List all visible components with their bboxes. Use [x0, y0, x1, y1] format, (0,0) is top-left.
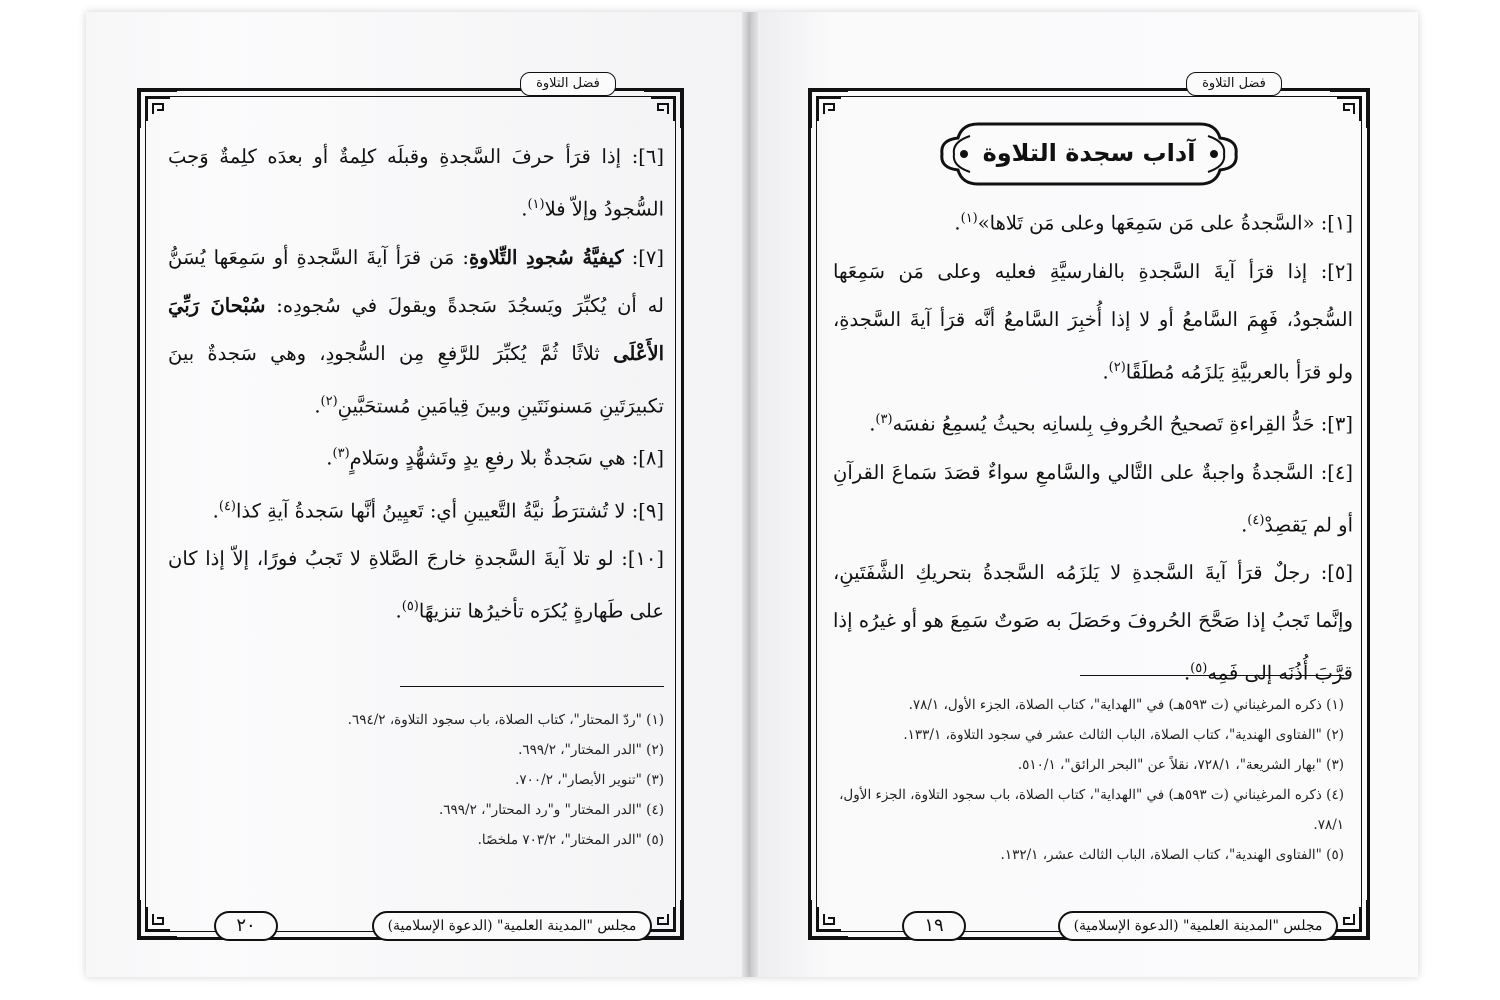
paragraph-end: . — [1241, 513, 1248, 536]
paragraph-text: [٩]: لا تُشترَطُ نيَّةُ التَّعيينِ أي: تَعيِينُ أنَّها سَجدةُ آيةِ كذا — [236, 499, 664, 522]
right-page-body — [833, 195, 1353, 698]
paragraph-text: [٢]: إذا قرَأ آيةَ السَّجدةِ بالفارسيَّةِ فعليه وعلى مَن سَمِعَها السُّجودُ، فَهِمَ السَّامعُ أو لا إذا أُخبِرَ السَّامعُ أنَّه قرَأ آيةَ السَّجدةِ، ولو قرَأ بالعربيَّةِ يَلزَمُه مُطلَقًا — [833, 259, 1353, 383]
page-number: ١٩ — [902, 911, 966, 941]
footnote-mark: (٣) — [875, 412, 893, 427]
paragraph-text: [٤]: السَّجدةُ واجبةٌ على التَّالي والسَّامعِ سواءٌ قصَدَ سَماعَ القرآنِ أو لم يَقصِدْ — [833, 460, 1353, 536]
paragraph-end: . — [954, 211, 961, 235]
corner-ornament-icon — [642, 88, 684, 130]
footnote-mark: (٢) — [320, 393, 338, 409]
footnote: (١) "ردّ المحتار"، كتاب الصلاة، باب سجود التلاوة، ٦٩٤/٢. — [347, 712, 664, 728]
corner-ornament-icon — [808, 88, 850, 130]
tasbih-phrase: سُبْحانَ رَبِّيَ الأَعْلَى — [168, 293, 665, 365]
footnote: (٤) "الدر المختار" و"رد المحتار"، ٦٩٩/٢. — [438, 802, 664, 818]
paragraph-end: . — [314, 394, 321, 417]
page-number: ٢٠ — [214, 911, 278, 941]
footnote: (١) ذكره المرغيناني (ت ٥٩٣هـ) في "الهداية"، كتاب الصلاة، الجزء الأول، ٧٨/١. — [908, 697, 1344, 713]
paragraph — [833, 449, 1353, 550]
paragraph-text: [١]: «السَّجدةُ على مَن سَمِعَها وعلى مَن تَلاها» — [977, 211, 1353, 235]
footnote-divider — [1080, 675, 1344, 676]
paragraph — [833, 195, 1353, 248]
footnote-divider — [400, 686, 664, 687]
corner-ornament-icon — [137, 88, 179, 130]
footnote-mark: (١) — [527, 197, 545, 212]
corner-ornament-icon — [808, 898, 850, 940]
paragraph-text: : مَن قرَأ آيةَ السَّجدةِ أو سَمِعَها يُسَنُّ له أن يُكبِّرَ ويَسجُدَ سَجدةً ويقولَ في سُجودِه: — [168, 245, 664, 317]
footnote: (٢) "الفتاوى الهندية"، كتاب الصلاة، الباب الثالث عشر في سجود التلاوة، ١٣٣/١. — [903, 727, 1344, 743]
footnote: (٣) "تنوير الأبصار"، ٧٠٠/٢. — [515, 772, 664, 788]
paragraph-text: [١٠]: لو تلا آيةَ السَّجدةِ خارجَ الصَّلاةِ لا تَجبُ فورًا، إلاّ إذا كان على طَهارةٍ يُكرَه تأخيرُها تنزيهًا — [168, 547, 664, 623]
footnotes — [832, 690, 1344, 870]
footnote-mark: (٤) — [1247, 512, 1265, 528]
running-header: فضل التلاوة — [1186, 72, 1282, 96]
paragraph-end: . — [1102, 360, 1109, 383]
paragraph — [168, 535, 664, 636]
footnote: (٥) "الدر المختار"، ٧٠٣/٢ ملخصًا. — [477, 832, 664, 848]
footnote: (٣) "بهار الشريعة"، ٧٢٨/١، نقلاً عن "البحر الرائق"، ٥١٠/١. — [1017, 757, 1344, 773]
footnote-mark: (٥) — [1190, 661, 1208, 676]
footnote-mark: (١) — [960, 211, 978, 226]
corner-ornament-icon — [137, 898, 179, 940]
publisher-footer: مجلس "المدينة العلمية" (الدعوة الإسلامية) — [1058, 911, 1338, 941]
corner-ornament-icon — [1328, 88, 1370, 130]
paragraph — [833, 396, 1353, 449]
footnote: (٥) "الفتاوى الهندية"، كتاب الصلاة، الباب الثالث عشر، ١٣٢/١. — [1000, 847, 1344, 863]
paragraph — [833, 248, 1353, 397]
footnote-mark: (٤) — [218, 498, 236, 514]
footnote-mark: (٢) — [1108, 359, 1126, 375]
paragraph-end: . — [521, 197, 528, 221]
running-header: فضل التلاوة — [520, 72, 616, 96]
paragraph — [168, 133, 664, 234]
paragraph-text: [٨]: هي سَجدةٌ بلا رفعِ يدٍ وتَشهُّدٍ وسَلامٍ — [349, 446, 664, 470]
paragraph-end: . — [395, 599, 402, 623]
footnote-mark: (٣) — [332, 446, 350, 461]
paragraph — [168, 430, 664, 483]
paragraph-text: ثلاثًا ثُمَّ يُكبِّرَ للرَّفعِ مِن السُّجودِ، وهي سَجدةٌ بينَ تكبيرَتَينِ مَسنونَتَينِ وبينَ قِيامَينِ مُستحَبَّينِ — [168, 341, 664, 417]
paragraph-heading: كيفيَّةُ سُجودِ التِّلاوةِ — [468, 245, 624, 269]
paragraph-end: . — [326, 446, 333, 470]
paragraph-text: [٣]: حَدُّ القِراءةِ تَصحيحُ الحُروفِ بِلسانِه بحيثُ يُسمِعُ نفسَه — [892, 412, 1353, 436]
paragraph-end: . — [212, 499, 219, 522]
section-title: آداب سجدة التلاوة — [982, 139, 1196, 167]
paragraph-number: [٧]: — [623, 245, 664, 269]
publisher-footer: مجلس "المدينة العلمية" (الدعوة الإسلامية) — [372, 911, 652, 941]
paragraph — [168, 483, 664, 536]
footnote: (٢) "الدر المختار"، ٦٩٩/٢. — [518, 742, 664, 758]
paragraph-end: . — [1183, 661, 1191, 685]
paragraph-end: . — [869, 412, 876, 436]
paragraph-text: [٦]: إذا قرَأ حرفَ السَّجدةِ وقبلَه كلِمةٌ أو بعدَه كلِمةٌ وَجبَ السُّجودُ وإلاّ فلا — [168, 145, 664, 221]
paragraph-text: [٥]: رجلٌ قرَأ آيةَ السَّجدةِ لا يَلزَمُه السَّجدةُ بتحريكِ الشَّفَتَينِ، وإنَّما تَجبُ إذا صَحَّحَ الحُروفَ وحَصَلَ به صَوتٌ سَمِعَ هو أو غيرُه إذا قرَّبَ أُذُنَه إلى فَمِه — [833, 561, 1353, 685]
left-page-body — [168, 133, 664, 636]
paragraph — [168, 234, 664, 431]
footnotes — [170, 705, 664, 855]
footnote: (٤) ذكره المرغيناني (ت ٥٩٣هـ) في "الهداية"، كتاب الصلاة، باب سجود التلاوة، الجزء الأول، ٧٨/١. — [839, 787, 1344, 833]
footnote-mark: (٥) — [401, 599, 419, 614]
book-gutter — [742, 12, 758, 977]
